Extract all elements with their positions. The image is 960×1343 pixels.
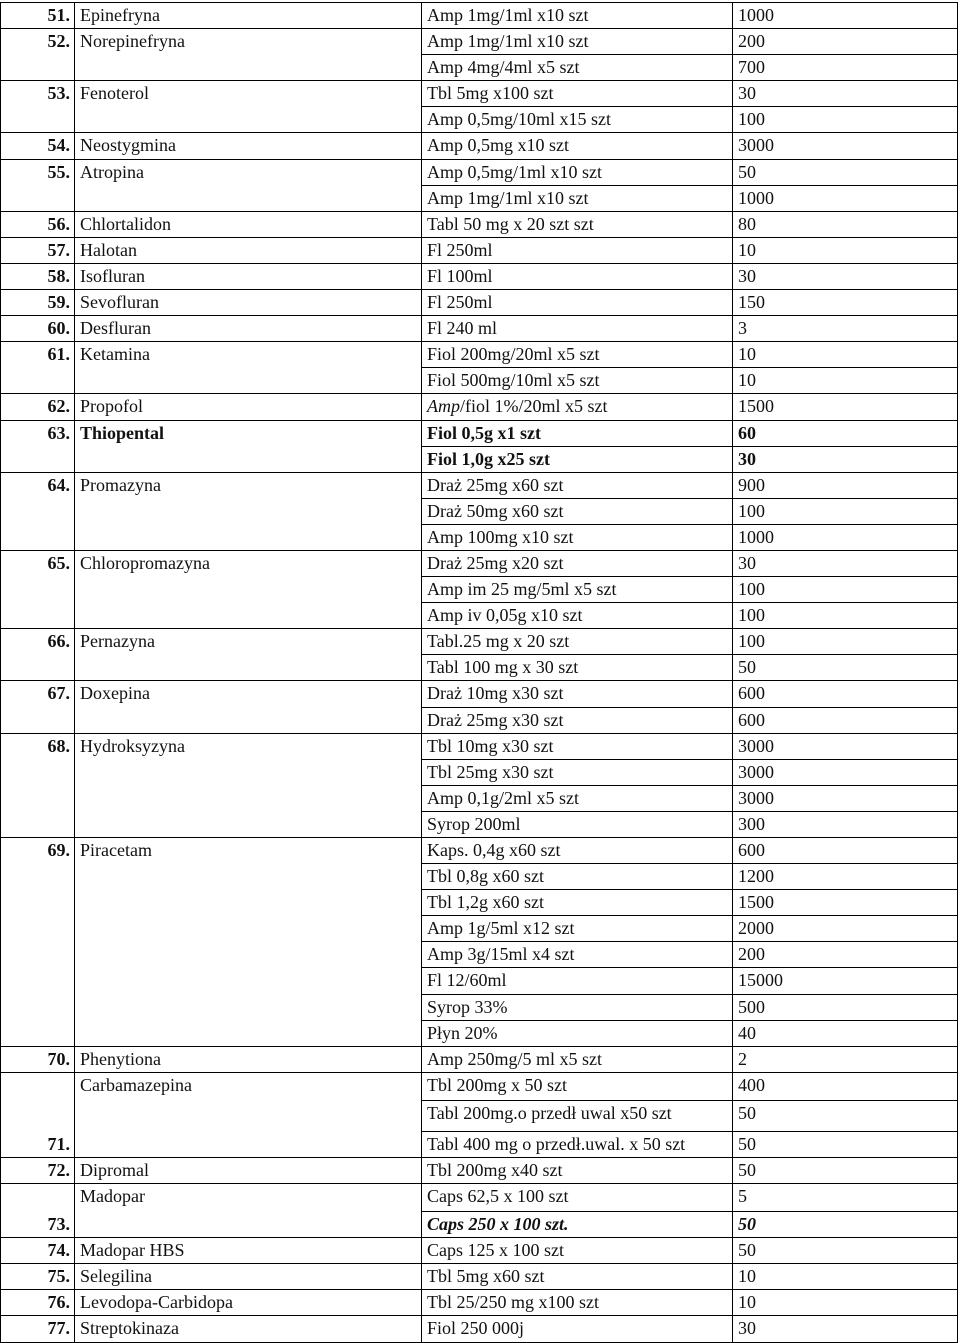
table-row [1,1046,958,1072]
drug-form: Caps 250 x 100 szt. [422,1212,733,1238]
table-row [1,1184,958,1212]
drug-name [75,577,422,603]
drug-name [75,864,422,890]
drug-form: Amp 1g/5ml x12 szt [422,916,733,942]
drug-quantity: 3000 [733,133,958,159]
table-row [1,1072,958,1100]
row-number: 58. [1,263,75,289]
drug-form: Tbl 0,8g x60 szt [422,864,733,890]
drug-form: Amp 250mg/5 ml x5 szt [422,1046,733,1072]
drug-quantity: 100 [733,498,958,524]
drug-name [75,1100,422,1131]
row-number: 68. [1,733,75,759]
drug-form: Fl 250ml [422,237,733,263]
row-number [1,655,75,681]
row-number: 63. [1,420,75,446]
row-number [1,368,75,394]
row-number: 62. [1,394,75,420]
drug-form: Amp iv 0,05g x10 szt [422,603,733,629]
row-number: 65. [1,550,75,576]
drug-quantity: 10 [733,1264,958,1290]
table-row [1,446,958,472]
row-number [1,707,75,733]
row-number [1,446,75,472]
drug-name [75,1212,422,1238]
drug-name: Halotan [75,237,422,263]
table-row [1,603,958,629]
drug-quantity: 30 [733,446,958,472]
drug-quantity: 15000 [733,968,958,994]
table-row [1,994,958,1020]
table-row [1,107,958,133]
drug-form: Tbl 5mg x100 szt [422,81,733,107]
drug-form: Tabl 100 mg x 30 szt [422,655,733,681]
drug-quantity: 30 [733,1316,958,1342]
row-number [1,1184,75,1212]
drug-form: Syrop 33% [422,994,733,1020]
row-number [1,498,75,524]
row-number: 56. [1,211,75,237]
drug-quantity: 1200 [733,864,958,890]
table-row [1,237,958,263]
drug-quantity: 2 [733,1046,958,1072]
table-row [1,811,958,837]
drug-name: Atropina [75,159,422,185]
drug-form: Fiol 200mg/20ml x5 szt [422,342,733,368]
drug-name [75,890,422,916]
row-number: 70. [1,1046,75,1072]
drug-name [75,942,422,968]
drug-name: Pernazyna [75,629,422,655]
drug-name: Madopar [75,1184,422,1212]
table-row [1,3,958,29]
table-row [1,342,958,368]
drug-quantity: 2000 [733,916,958,942]
drug-form: Tbl 1,2g x60 szt [422,890,733,916]
drug-form [422,394,733,420]
drug-name: Levodopa-Carbidopa [75,1290,422,1316]
drug-form: Amp 0,5mg/10ml x15 szt [422,107,733,133]
drug-form: Tbl 25/250 mg x100 szt [422,1290,733,1316]
drug-name [75,707,422,733]
row-number: 59. [1,290,75,316]
drug-name: Carbamazepina [75,1072,422,1100]
table-row [1,629,958,655]
drug-form: Kaps. 0,4g x60 szt [422,838,733,864]
drug-name: Hydroksyzyna [75,733,422,759]
table-row [1,1212,958,1238]
drug-name [75,524,422,550]
drug-quantity: 30 [733,550,958,576]
table-row [1,211,958,237]
drug-form: Tabl 50 mg x 20 szt szt [422,211,733,237]
row-number [1,785,75,811]
row-number: 69. [1,838,75,864]
drug-form-italic: Amp [427,396,460,417]
row-number: 57. [1,237,75,263]
drug-quantity: 10 [733,342,958,368]
drug-name [75,811,422,837]
drug-quantity: 50 [733,1238,958,1264]
drug-name [75,916,422,942]
drug-form: Fiol 0,5g x1 szt [422,420,733,446]
drug-form: Amp im 25 mg/5ml x5 szt [422,577,733,603]
table-row [1,185,958,211]
table-row [1,263,958,289]
drug-form: Fiol 250 000j [422,1316,733,1342]
drug-name: Propofol [75,394,422,420]
drug-quantity: 10 [733,237,958,263]
row-number [1,994,75,1020]
drug-quantity: 500 [733,994,958,1020]
drug-quantity: 100 [733,107,958,133]
row-number: 73. [1,1212,75,1238]
drug-form: Amp 100mg x10 szt [422,524,733,550]
table-row [1,1131,958,1157]
drug-name: Chloropromazyna [75,550,422,576]
drug-quantity: 50 [733,655,958,681]
drug-form: Fiol 1,0g x25 szt [422,446,733,472]
drug-quantity: 50 [733,1100,958,1131]
row-number: 51. [1,3,75,29]
table-row [1,1100,958,1131]
table-row [1,55,958,81]
drug-form: Amp 3g/15ml x4 szt [422,942,733,968]
row-number: 64. [1,472,75,498]
table-row [1,550,958,576]
drug-name: Thiopental [75,420,422,446]
table-row [1,1157,958,1183]
drug-name [75,655,422,681]
drug-name [75,55,422,81]
drug-quantity: 700 [733,55,958,81]
drug-quantity: 200 [733,942,958,968]
table-row [1,733,958,759]
drug-name: Desfluran [75,316,422,342]
drug-name: Piracetam [75,838,422,864]
row-number: 76. [1,1290,75,1316]
drug-form: Draż 50mg x60 szt [422,498,733,524]
drug-quantity: 100 [733,603,958,629]
row-number [1,185,75,211]
drug-form: Tbl 200mg x40 szt [422,1157,733,1183]
drug-form: Tbl 10mg x30 szt [422,733,733,759]
drug-name [75,759,422,785]
drug-form: Caps 125 x 100 szt [422,1238,733,1264]
drug-form: Draż 25mg x20 szt [422,550,733,576]
drug-form: Fiol 500mg/10ml x5 szt [422,368,733,394]
drug-quantity: 1000 [733,3,958,29]
row-number: 75. [1,1264,75,1290]
row-number [1,811,75,837]
table-row [1,133,958,159]
drug-name: Epinefryna [75,3,422,29]
table-row [1,759,958,785]
row-number: 60. [1,316,75,342]
drug-form: Amp 0,1g/2ml x5 szt [422,785,733,811]
drug-quantity: 100 [733,577,958,603]
drug-form: Amp 4mg/4ml x5 szt [422,55,733,81]
row-number [1,1072,75,1100]
drug-name: Chlortalidon [75,211,422,237]
row-number [1,603,75,629]
drug-table [0,2,958,1343]
drug-name [75,968,422,994]
drug-form: Tbl 5mg x60 szt [422,1264,733,1290]
drug-quantity: 200 [733,29,958,55]
table-row [1,290,958,316]
drug-name: Norepinefryna [75,29,422,55]
table-row [1,498,958,524]
drug-name: Selegilina [75,1264,422,1290]
drug-quantity: 600 [733,681,958,707]
drug-quantity: 3000 [733,733,958,759]
drug-quantity: 30 [733,263,958,289]
drug-quantity: 300 [733,811,958,837]
table-row [1,472,958,498]
table-row [1,942,958,968]
drug-quantity: 10 [733,1290,958,1316]
drug-form: Amp 0,5mg x10 szt [422,133,733,159]
drug-form: Tabl 200mg.o przedł uwal x50 szt [422,1100,733,1131]
table-row [1,524,958,550]
table-row [1,159,958,185]
drug-form: Tabl 400 mg o przedł.uwal. x 50 szt [422,1131,733,1157]
drug-form-rest: /fiol 1%/20ml x5 szt [460,396,608,417]
drug-name [75,1020,422,1046]
drug-form: Płyn 20% [422,1020,733,1046]
drug-quantity: 600 [733,707,958,733]
row-number: 55. [1,159,75,185]
drug-name [75,498,422,524]
row-number [1,524,75,550]
row-number: 66. [1,629,75,655]
row-number [1,916,75,942]
drug-quantity: 900 [733,472,958,498]
drug-name: Doxepina [75,681,422,707]
drug-form: Amp 0,5mg/1ml x10 szt [422,159,733,185]
row-number [1,942,75,968]
drug-name [75,994,422,1020]
table-row [1,394,958,420]
table-row [1,1264,958,1290]
table-row [1,1290,958,1316]
drug-quantity: 3000 [733,785,958,811]
row-number: 71. [1,1131,75,1157]
drug-name [75,368,422,394]
table-row [1,681,958,707]
drug-name: Isofluran [75,263,422,289]
table-row [1,968,958,994]
drug-quantity: 3 [733,316,958,342]
drug-form: Draż 25mg x30 szt [422,707,733,733]
table-row [1,785,958,811]
drug-name: Streptokinaza [75,1316,422,1342]
row-number [1,1020,75,1046]
row-number: 74. [1,1238,75,1264]
row-number: 54. [1,133,75,159]
drug-form: Fl 100ml [422,263,733,289]
drug-form: Amp 1mg/1ml x10 szt [422,29,733,55]
drug-name [75,446,422,472]
drug-name [75,107,422,133]
drug-form: Tabl.25 mg x 20 szt [422,629,733,655]
drug-form: Amp 1mg/1ml x10 szt [422,3,733,29]
drug-name: Sevofluran [75,290,422,316]
table-row [1,316,958,342]
table-row [1,890,958,916]
row-number: 53. [1,81,75,107]
row-number [1,1100,75,1131]
drug-name [75,185,422,211]
drug-name: Neostygmina [75,133,422,159]
drug-form: Tbl 25mg x30 szt [422,759,733,785]
row-number [1,968,75,994]
drug-form: Draż 10mg x30 szt [422,681,733,707]
table-row [1,655,958,681]
drug-quantity: 3000 [733,759,958,785]
table-row [1,1316,958,1342]
row-number [1,890,75,916]
drug-quantity: 5 [733,1184,958,1212]
table-row [1,368,958,394]
table-row [1,864,958,890]
row-number [1,107,75,133]
drug-quantity: 1500 [733,890,958,916]
drug-quantity: 60 [733,420,958,446]
row-number: 61. [1,342,75,368]
row-number [1,577,75,603]
drug-quantity: 50 [733,159,958,185]
drug-form: Tbl 200mg x 50 szt [422,1072,733,1100]
table-row [1,29,958,55]
row-number: 52. [1,29,75,55]
table-row [1,577,958,603]
drug-quantity: 50 [733,1157,958,1183]
drug-quantity: 40 [733,1020,958,1046]
table-row [1,1020,958,1046]
drug-quantity: 50 [733,1131,958,1157]
drug-form: Fl 240 ml [422,316,733,342]
drug-form: Draż 25mg x60 szt [422,472,733,498]
drug-name: Madopar HBS [75,1238,422,1264]
drug-name [75,785,422,811]
drug-form: Fl 12/60ml [422,968,733,994]
table-row [1,1238,958,1264]
row-number [1,864,75,890]
drug-quantity: 400 [733,1072,958,1100]
drug-quantity: 1000 [733,185,958,211]
drug-quantity: 80 [733,211,958,237]
row-number [1,759,75,785]
drug-quantity: 150 [733,290,958,316]
row-number: 72. [1,1157,75,1183]
drug-name: Fenoterol [75,81,422,107]
row-number [1,55,75,81]
table-row [1,916,958,942]
row-number: 67. [1,681,75,707]
drug-name [75,1131,422,1157]
drug-quantity: 100 [733,629,958,655]
drug-quantity: 10 [733,368,958,394]
row-number: 77. [1,1316,75,1342]
table-row [1,838,958,864]
table-row [1,707,958,733]
drug-name: Phenytiona [75,1046,422,1072]
table-row [1,420,958,446]
drug-quantity: 50 [733,1212,958,1238]
drug-quantity: 1500 [733,394,958,420]
drug-form: Syrop 200ml [422,811,733,837]
drug-quantity: 1000 [733,524,958,550]
drug-name: Dipromal [75,1157,422,1183]
drug-name [75,603,422,629]
drug-name: Ketamina [75,342,422,368]
table-row [1,81,958,107]
drug-quantity: 600 [733,838,958,864]
drug-form: Caps 62,5 x 100 szt [422,1184,733,1212]
drug-form: Fl 250ml [422,290,733,316]
drug-name: Promazyna [75,472,422,498]
drug-quantity: 30 [733,81,958,107]
drug-form: Amp 1mg/1ml x10 szt [422,185,733,211]
